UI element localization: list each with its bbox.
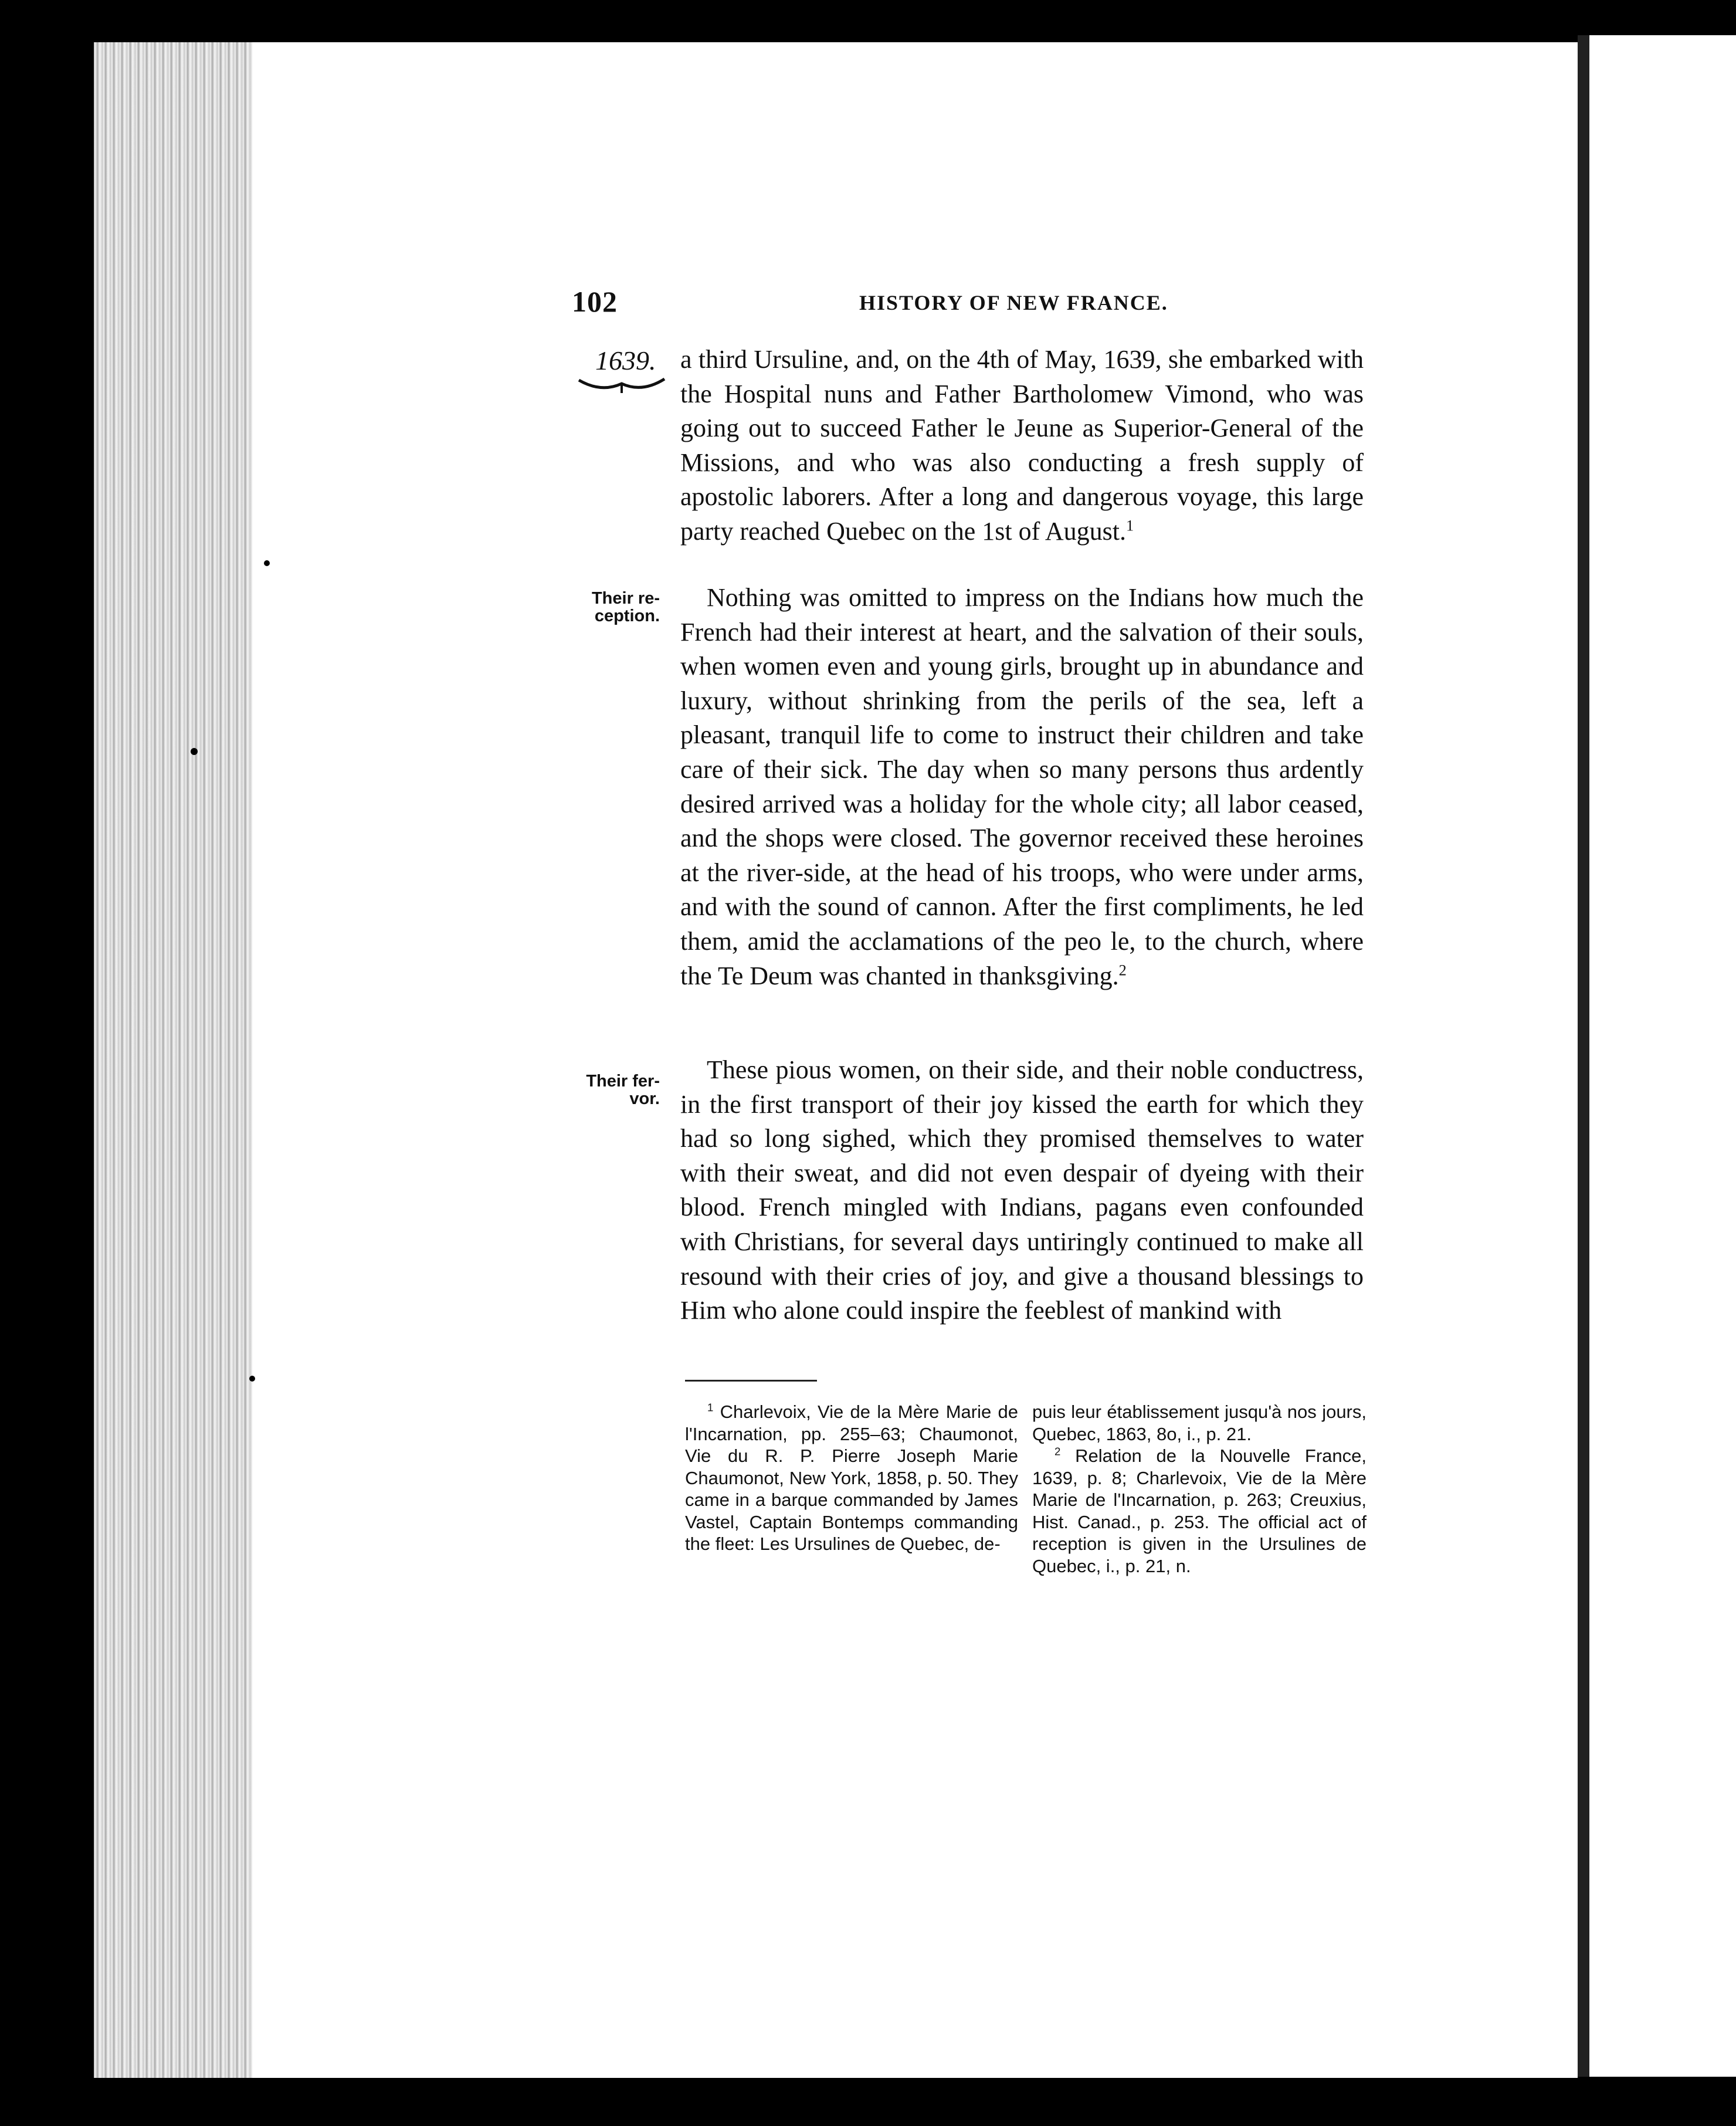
page-edges <box>94 42 252 2078</box>
sidenote-reception-line-1: Their re- <box>591 589 660 608</box>
sidenote-reception-line-2: ception. <box>594 607 660 625</box>
scan-speck <box>264 560 270 566</box>
paragraph-1 <box>680 343 1364 549</box>
sidenote-fervor-line-2: vor. <box>629 1089 660 1108</box>
body-text <box>680 343 1364 549</box>
footnote-1-text: Charlevoix, Vie de la Mère Marie de l'Incarnation, pp. 255–63; Chaumonot, Vie du R. P. Pierre Joseph Marie Chaumonot, New York, 1858, p. 50. They came in a barque commanded by James Vastel, Captain Bontemps commanding the fleet: Les Ursulines de Quebec, de- <box>685 1401 1018 1554</box>
footnotes-column-2 <box>1032 1401 1367 1577</box>
sidenote-fervor-line-1: Their fer- <box>586 1072 660 1091</box>
margin-year: 1639. <box>595 346 656 375</box>
footnotes-column-1 <box>685 1401 1018 1555</box>
paragraph-2-text: Nothing was omitted to impress on the Indians how much the French had their interest at heart, and the salvation of their souls, when women even and young girls, brought up in abundance and luxury, without shrinking from the perils of the sea, left a pleasant, tranquil life to come to instruct their children and take care of their sick. The day when so many persons thus ardently desired arrived was a holiday for the whole city; all labor ceased, and the shops were closed. The governor received these heroines at the river-side, at the head of his troops, who were under arms, and with the sound of cannon. After the first compliments, he led them, amid the acclamations of the peo le, to the church, where the Te Deum was chanted in thanksgiving. <box>680 583 1364 990</box>
footnote-2-mark: 2 <box>1055 1445 1061 1458</box>
paragraph-2 <box>680 581 1364 993</box>
footnote-rule <box>685 1380 817 1382</box>
paragraph-3: These pious women, on their side, and their noble conductress, in the first transport of their joy kissed the earth for which they had so long sighed, which they promised themselves to water with their sweat, and did not even despair of dyeing with their blood. French mingled with Indians, pagans even confounded with Christians, for several days untiringly continued to make all resound with their cries of joy, and give a thousand blessings to Him who alone could inspire the feeblest of mankind with <box>680 1055 1364 1325</box>
sidenote-reception <box>572 590 660 625</box>
year-flourish-ornament <box>578 375 666 399</box>
body-text-3 <box>680 1053 1364 1328</box>
paragraph-1-text: a third Ursuline, and, on the 4th of May, 1639, she embarked with the Hospital nuns and Father Bartholomew Vimond, who was going out to succeed Father le Jeune as Superior-General of the Missions, and who was also conducting a fresh supply of apostolic laborers. After a long and dangerous voyage, this large party reached Quebec on the 1st of August. <box>680 345 1364 546</box>
footnote-2 <box>1032 1445 1367 1577</box>
footnote-ref-1: 1 <box>1126 516 1134 534</box>
footnote-1-mark: 1 <box>707 1401 714 1414</box>
footnote-1-continued: puis leur établissement jusqu'à nos jours, Quebec, 1863, 8o, i., p. 21. <box>1032 1401 1367 1444</box>
footnote-2-text: Relation de la Nouvelle France, 1639, p. 8; Charlevoix, Vie de la Mère Marie de l'Incarnation, p. 263; Creuxius, Hist. Canad., p. 253. The official act of reception is given in the Ursulines de Quebec, i., p. 21, n. <box>1032 1445 1367 1576</box>
footnote-ref-2: 2 <box>1118 960 1127 979</box>
scan-speck <box>249 1376 255 1382</box>
facing-page-edge <box>1578 35 1736 2077</box>
running-head: HISTORY OF NEW FRANCE. <box>859 291 1168 314</box>
scan-speck <box>191 748 198 755</box>
footnote-1 <box>685 1401 1018 1555</box>
body-text-2 <box>680 581 1364 993</box>
page-header <box>572 285 1367 326</box>
sidenote-fervor <box>572 1072 660 1108</box>
page-number: 102 <box>572 285 618 318</box>
